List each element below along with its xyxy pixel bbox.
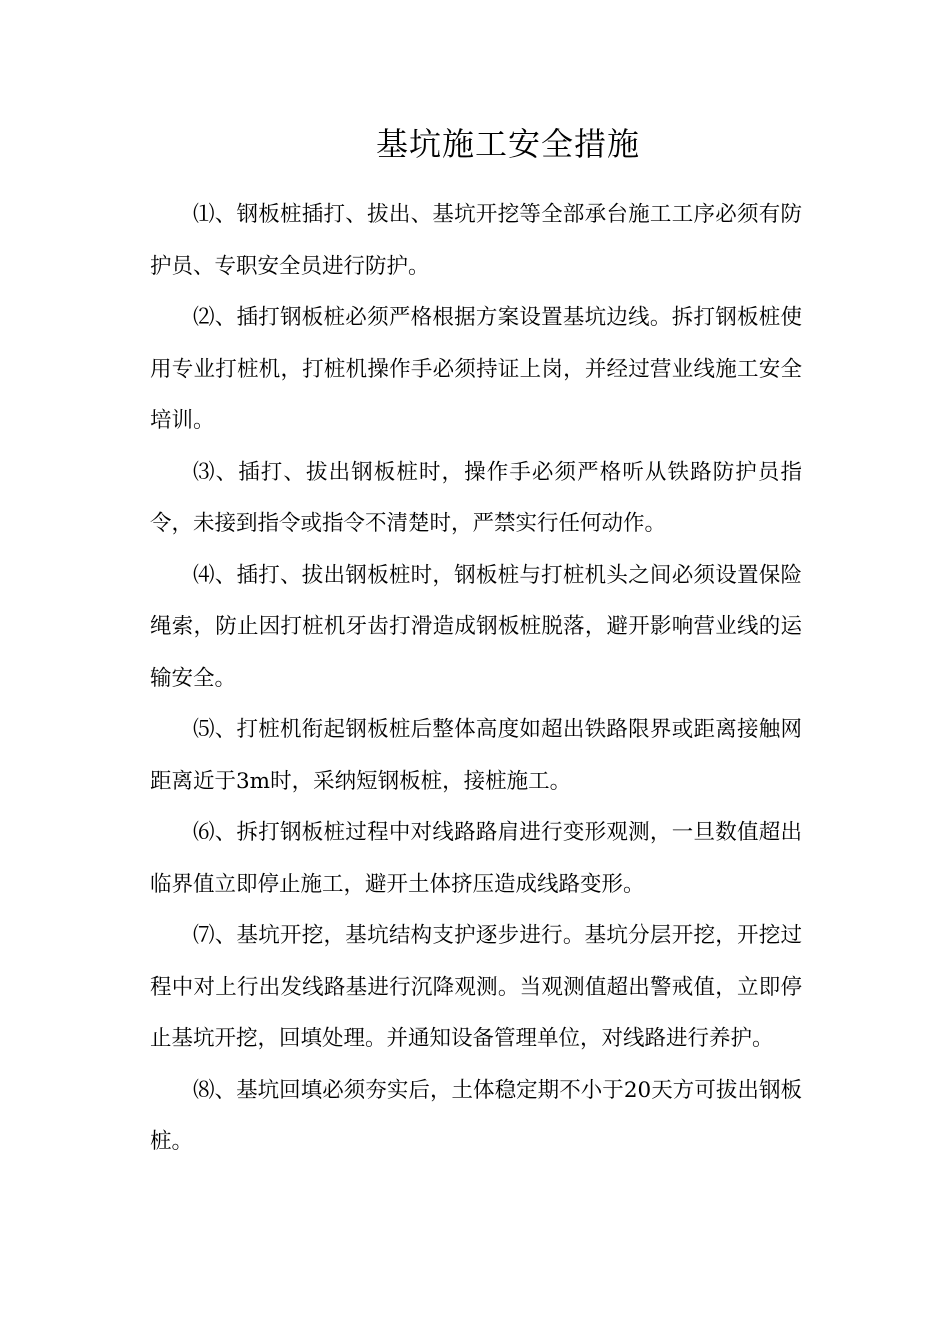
paragraph-6: ⑹、拆打钢板桩过程中对线路路肩进行变形观测，一旦数值超出临界值立即停止施工，避开土体挤压造成线路变形。 [150, 820, 802, 897]
paragraph-3: ⑶、插打、拔出钢板桩时，操作手必须严格听从铁路防护员指令，未接到指令或指令不清楚时，严禁实行任何动作。 [150, 459, 802, 536]
paragraph-8: ⑻、基坑回填必须夯实后，土体稳定期不小于20天方可拔出钢板桩。 [150, 1077, 802, 1154]
paragraph-4: ⑷、插打、拔出钢板桩时，钢板桩与打桩机头之间必须设置保险绳索，防止因打桩机牙齿打滑造成钢板桩脱落，避开影响营业线的运输安全。 [150, 562, 802, 691]
paragraph-2: ⑵、插打钢板桩必须严格根据方案设置基坑边线。拆打钢板桩使用专业打桩机，打桩机操作手必须持证上岗，并经过营业线施工安全培训。 [150, 305, 802, 433]
document-title: 基坑施工安全措施 [375, 125, 640, 163]
paragraph-5: ⑸、打桩机衔起钢板桩后整体高度如超出铁路限界或距离接触网距离近于3m时，采纳短钢板桩，接桩施工。 [150, 717, 802, 794]
document-body [150, 189, 802, 1168]
paragraph-7: ⑺、基坑开挖，基坑结构支护逐步进行。基坑分层开挖，开挖过程中对上行出发线路基进行沉降观测。当观测值超出警戒值，立即停止基坑开挖，回填处理。并通知设备管理单位，对线路进行养护。 [150, 923, 802, 1051]
paragraph-1: ⑴、钢板桩插打、拔出、基坑开挖等全部承台施工工序必须有防护员、专职安全员进行防护。 [150, 202, 802, 279]
